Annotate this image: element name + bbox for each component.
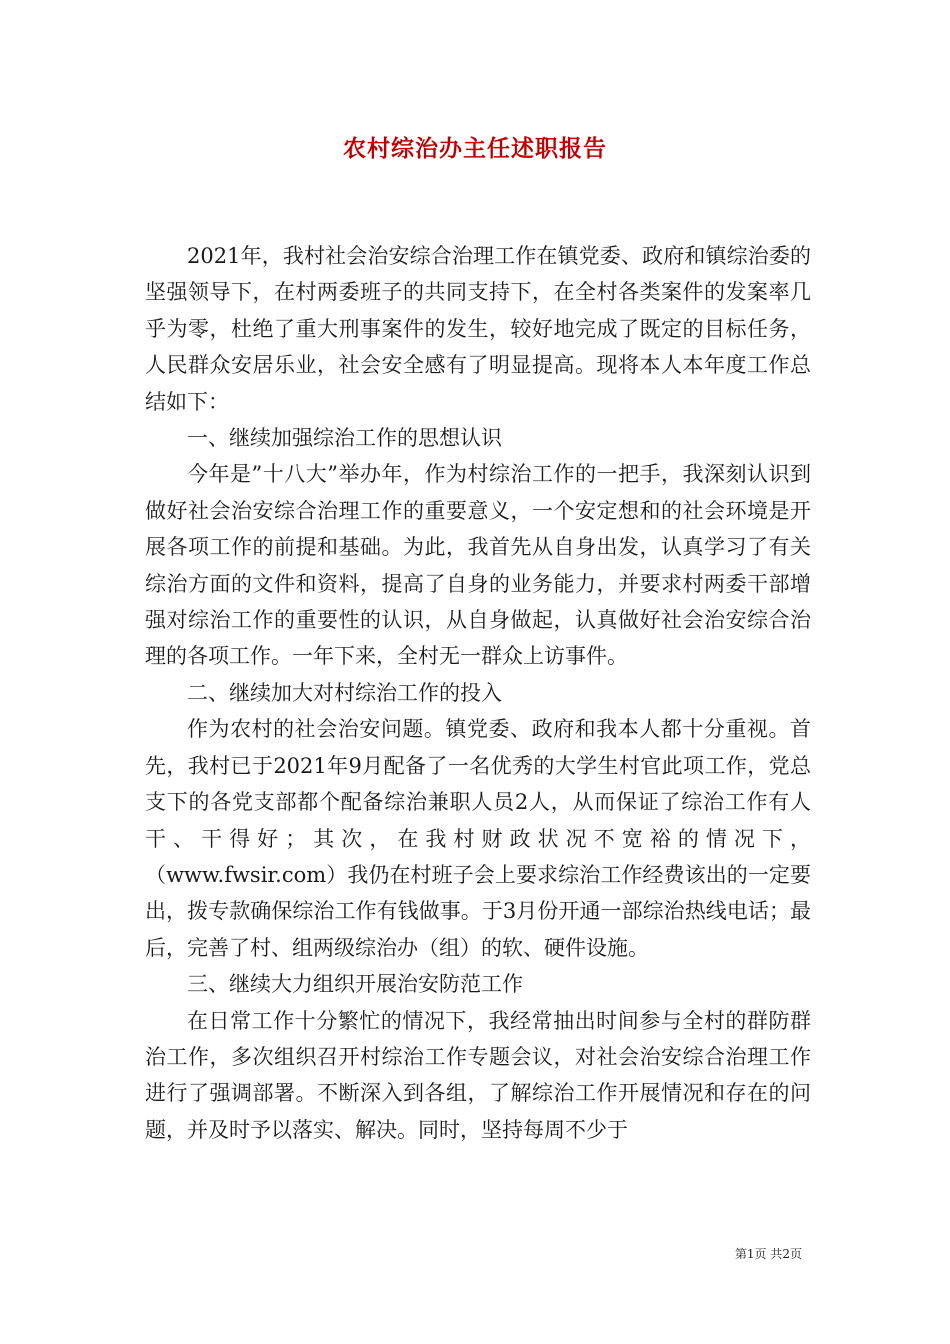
paragraph-intro: 2021年，我村社会治安综合治理工作在镇党委、政府和镇综治委的坚强领导下，在村两委班子的共同支持下，在全村各类案件的发案率几乎为零，杜绝了重大刑事案件的发生，较好地完成了既定的目标任务，人民群众安居乐业，社会安全感有了明显提高。现将本人本年度工作总结如下： bbox=[145, 244, 811, 414]
section-heading-1: 一、继续加强综治工作的思想认识 bbox=[187, 426, 502, 451]
document-title: 农村综治办主任述职报告 bbox=[343, 135, 607, 162]
paragraph-section-2: 作为农村的社会治安问题。镇党委、政府和我本人都十分重视。首先，我村已于2021年9月配备了一名优秀的大学生村官此项工作，党总支下的各党支部都个配备综治兼职人员2人，从而保证了综治工作有人干、干得好；其次，在我村财政状况不宽裕的情况下，（www.fwsir.com）我仍在村班子会上要求综治工作经费该出的一定要出，拨专款确保综治工作有钱做事。于3月份开通一部综治热线电话；最后，完善了村、组两级综治办（组）的软、硬件设施。 bbox=[145, 717, 811, 960]
page-indicator: 第1页 共2页 bbox=[734, 1247, 802, 1261]
paragraph-section-1: 今年是”十八大”举办年，作为村综治工作的一把手，我深刻认识到做好社会治安综合治理工作的重要意义，一个安定想和的社会环境是开展各项工作的前提和基础。为此，我首先从自身出发，认真学习了有关综治方面的文件和资料，提高了自身的业务能力，并要求村两委干部增强对综治工作的重要性的认识，从自身做起，认真做好社会治安综合治理的各项工作。一年下来，全村无一群众上访事件。 bbox=[145, 462, 811, 669]
section-heading-3: 三、继续大力组织开展治安防范工作 bbox=[187, 972, 523, 997]
section-heading-2: 二、继续加大对村综治工作的投入 bbox=[187, 680, 502, 705]
document-body bbox=[145, 238, 811, 1148]
paragraph-section-3: 在日常工作十分繁忙的情况下，我经常抽出时间参与全村的群防群治工作，多次组织召开村综治工作专题会议，对社会治安综合治理工作进行了强调部署。不断深入到各组，了解综治工作开展情况和存在的问题，并及时予以落实、解决。同时，坚持每周不少于 bbox=[145, 1008, 811, 1142]
